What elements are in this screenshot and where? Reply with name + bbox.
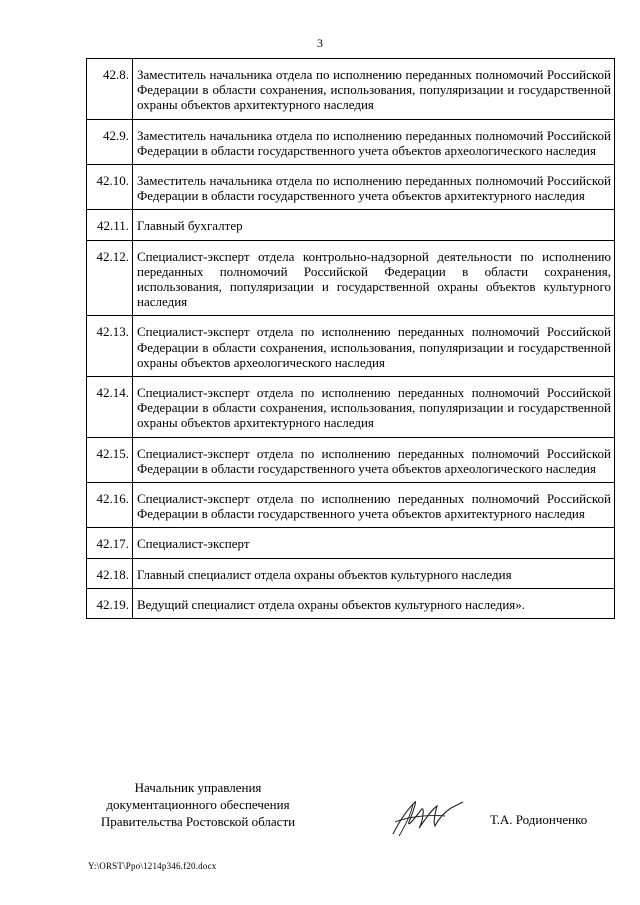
position-title: Главный специалист отдела охраны объектов культурного наследия <box>133 558 615 588</box>
table-row <box>87 165 615 210</box>
table-row <box>87 437 615 482</box>
position-title: Главный бухгалтер <box>133 210 615 240</box>
signature-title-line: Правительства Ростовской области <box>100 814 296 829</box>
row-number: 42.13. <box>87 316 133 377</box>
table-row <box>87 558 615 588</box>
table-row <box>87 588 615 618</box>
signature-title-block <box>88 779 308 830</box>
table-row <box>87 483 615 528</box>
table-row <box>87 59 615 120</box>
row-number: 42.19. <box>87 588 133 618</box>
signature-title-line: Начальник управления <box>134 780 262 795</box>
row-number: 42.12. <box>87 240 133 316</box>
position-title: Заместитель начальника отдела по исполнению переданных полномочий Российской Федерации в области сохранения, использования, популяризации и государственной охраны объектов архитектурного наследия <box>133 59 615 120</box>
row-number: 42.11. <box>87 210 133 240</box>
signature-title-line: документационного обеспечения <box>106 797 290 812</box>
row-number: 42.10. <box>87 165 133 210</box>
row-number: 42.18. <box>87 558 133 588</box>
row-number: 42.17. <box>87 528 133 558</box>
row-number: 42.9. <box>87 119 133 164</box>
position-title: Заместитель начальника отдела по исполнению переданных полномочий Российской Федерации в области государственного учета объектов археологического наследия <box>133 119 615 164</box>
table-row <box>87 210 615 240</box>
page-number: 3 <box>317 36 323 50</box>
table-row <box>87 528 615 558</box>
file-path: Y:\ORST\Ppo\1214p346.f20.docx <box>88 861 217 871</box>
position-title: Специалист-эксперт <box>133 528 615 558</box>
position-title: Специалист-эксперт отдела контрольно-надзорной деятельности по исполнению переданных полномочий Российской Федерации в области сохранения, использования, популяризации и государственной охраны объектов культурного наследия <box>133 240 615 316</box>
row-number: 42.8. <box>87 59 133 120</box>
table-row <box>87 119 615 164</box>
table-row <box>87 316 615 377</box>
position-title: Специалист-эксперт отдела по исполнению переданных полномочий Российской Федерации в области сохранения, использования, популяризации и государственной охраны объектов архитектурного наследия <box>133 377 615 438</box>
positions-table <box>86 58 615 619</box>
handwritten-signature <box>385 792 465 842</box>
position-title: Заместитель начальника отдела по исполнению переданных полномочий Российской Федерации в области государственного учета объектов архитектурного наследия <box>133 165 615 210</box>
position-title: Специалист-эксперт отдела по исполнению переданных полномочий Российской Федерации в области государственного учета объектов археологического наследия <box>133 437 615 482</box>
signer-name: Т.А. Родионченко <box>490 812 588 827</box>
row-number: 42.14. <box>87 377 133 438</box>
table-row <box>87 377 615 438</box>
row-number: 42.15. <box>87 437 133 482</box>
position-title: Специалист-эксперт отдела по исполнению переданных полномочий Российской Федерации в области сохранения, использования, популяризации и государственной охраны объектов археологического наследия <box>133 316 615 377</box>
row-number: 42.16. <box>87 483 133 528</box>
positions-table-body <box>87 59 615 619</box>
position-title: Специалист-эксперт отдела по исполнению переданных полномочий Российской Федерации в области государственного учета объектов архитектурного наследия <box>133 483 615 528</box>
position-title: Ведущий специалист отдела охраны объектов культурного наследия». <box>133 588 615 618</box>
table-row <box>87 240 615 316</box>
positions-table-container <box>86 58 614 619</box>
